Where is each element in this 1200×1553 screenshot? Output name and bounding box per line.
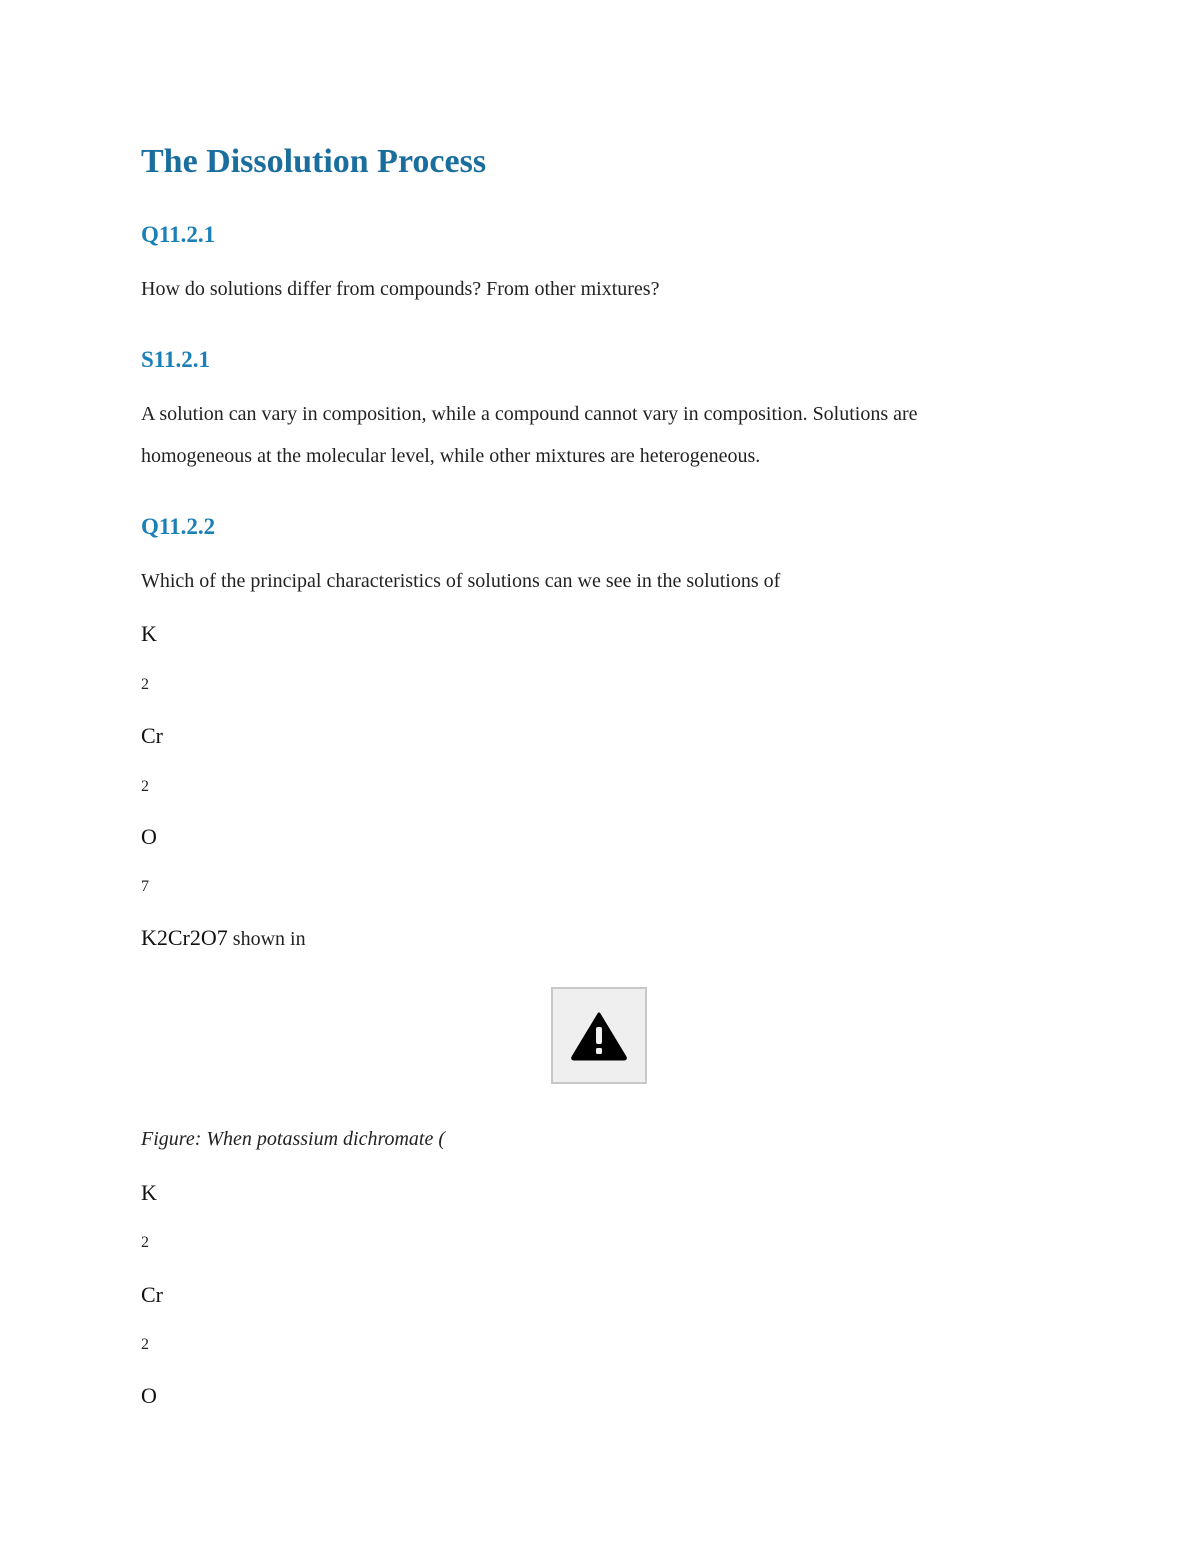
- warning-triangle-icon: [570, 1011, 628, 1061]
- formula-subscript-cr: 2: [141, 778, 149, 795]
- caption-formula-subscript-k: 2: [141, 1234, 149, 1251]
- shown-in-text: shown in: [227, 928, 306, 950]
- solution-text-line-1: A solution can vary in composition, while a compound cannot vary in composition. Solutions are: [141, 403, 918, 425]
- formula-subscript-k: 2: [141, 676, 149, 693]
- broken-image-placeholder: [551, 987, 647, 1084]
- caption-formula-subscript-cr: 2: [141, 1336, 149, 1353]
- solution-text-line-2: homogeneous at the molecular level, while other mixtures are heterogeneous.: [141, 445, 761, 467]
- caption-formula-element-o: O: [141, 1383, 157, 1408]
- question-text-q11-2-1: How do solutions differ from compounds? From other mixtures?: [141, 278, 660, 300]
- formula-element-k: K: [141, 621, 157, 646]
- solution-heading-s11-2-1: S11.2.1: [141, 347, 211, 372]
- page-title: The Dissolution Process: [141, 143, 487, 180]
- formula-element-o: O: [141, 824, 157, 849]
- formula-element-cr: Cr: [141, 723, 163, 748]
- caption-formula-element-cr: Cr: [141, 1282, 163, 1307]
- question-heading-q11-2-1: Q11.2.1: [141, 222, 216, 247]
- figure-caption: Figure: When potassium dichromate (: [141, 1128, 446, 1150]
- caption-formula-element-k: K: [141, 1180, 157, 1205]
- formula-inline: K2Cr2O7: [141, 925, 228, 950]
- formula-subscript-o: 7: [141, 878, 149, 895]
- question-text-q11-2-2: Which of the principal characteristics of solutions can we see in the solutions of: [141, 570, 781, 592]
- formula-inline-line: [141, 924, 306, 952]
- question-heading-q11-2-2: Q11.2.2: [141, 514, 216, 539]
